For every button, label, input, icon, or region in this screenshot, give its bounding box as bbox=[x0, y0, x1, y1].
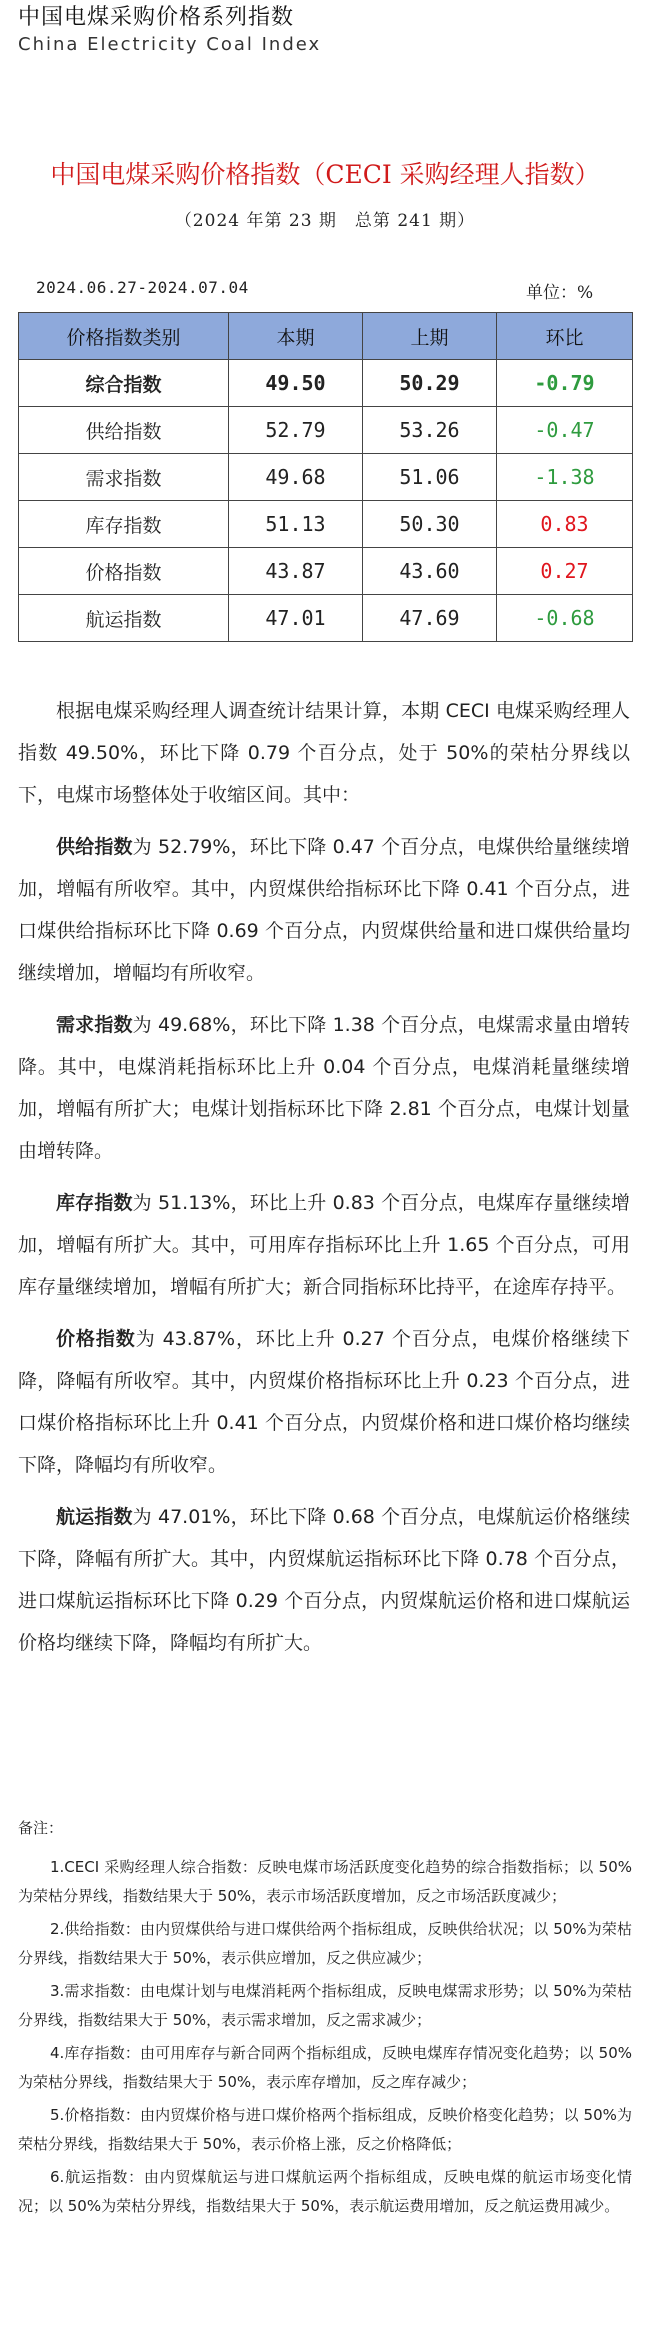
row-current-cell: 52.79 bbox=[229, 407, 363, 454]
analysis-paragraph bbox=[18, 1004, 630, 1172]
row-category-cell: 价格指数 bbox=[19, 548, 229, 595]
row-previous-cell: 47.69 bbox=[363, 595, 497, 642]
row-change-cell: 0.83 bbox=[497, 501, 633, 548]
table-row bbox=[19, 548, 633, 595]
row-change-cell: -0.79 bbox=[497, 360, 633, 407]
header-title: 中国电煤采购价格系列指数 bbox=[18, 5, 295, 30]
row-previous-cell: 50.29 bbox=[363, 360, 497, 407]
paragraph-lead: 价格指数 bbox=[56, 1328, 136, 1350]
paragraph-text: 为 52.79%，环比下降 0.47 个百分点，电煤供给量继续增加，增幅有所收窄。其中，内贸煤供给指标环比下降 0.41 个百分点，进口煤供给指标环比下降 0.69 个百分点，内贸煤供给量和进口煤供给量均继续增加，增幅均有所收窄。 bbox=[18, 836, 630, 984]
row-previous-cell: 53.26 bbox=[363, 407, 497, 454]
row-change-cell: 0.27 bbox=[497, 548, 633, 595]
row-category-cell: 航运指数 bbox=[19, 595, 229, 642]
analysis-text bbox=[18, 690, 630, 1674]
note-item: 1.CECI 采购经理人综合指数：反映电煤市场活跃度变化趋势的综合指数指标；以 50%为荣枯分界线，指数结果大于 50%，表示市场活跃度增加，反之市场活跃度减少； bbox=[18, 1858, 632, 1905]
paragraph-text: 为 51.13%，环比上升 0.83 个百分点，电煤库存量继续增加，增幅有所扩大。其中，可用库存指标环比上升 1.65 个百分点，可用库存量继续增加，增幅有所扩大；新合同指标环比持平，在途库存持平。 bbox=[18, 1192, 630, 1298]
analysis-paragraph bbox=[18, 1182, 630, 1308]
paragraph-lead: 航运指数 bbox=[56, 1506, 133, 1528]
paragraph-text: 为 47.01%，环比下降 0.68 个百分点，电煤航运价格继续下降，降幅有所扩大。其中，内贸煤航运指标环比下降 0.78 个百分点，进口煤航运指标环比下降 0.29 个百分点，内贸煤航运价格和进口煤航运价格均继续下降，降幅均有所扩大。 bbox=[18, 1506, 630, 1654]
row-category-cell: 供给指数 bbox=[19, 407, 229, 454]
row-current-cell: 49.68 bbox=[229, 454, 363, 501]
notes-heading: 备注： bbox=[18, 1819, 64, 1837]
paragraph-text: 为 43.87%，环比上升 0.27 个百分点，电煤价格继续下降，降幅有所收窄。其中，内贸煤价格指标环比上升 0.23 个百分点，进口煤价格指标环比上升 0.41 个百分点，内贸煤价格和进口煤价格均继续下降，降幅均有所收窄。 bbox=[18, 1328, 630, 1476]
row-change-cell: -0.68 bbox=[497, 595, 633, 642]
analysis-paragraph bbox=[18, 1496, 630, 1664]
date-range: 2024.06.27-2024.07.04 bbox=[36, 278, 249, 297]
note-item: 4.库存指数：由可用库存与新合同两个指标组成，反映电煤库存情况变化趋势；以 50%为荣枯分界线，指数结果大于 50%，表示库存增加，反之库存减少； bbox=[18, 2044, 632, 2091]
table-row bbox=[19, 595, 633, 642]
table-row bbox=[19, 407, 633, 454]
row-current-cell: 49.50 bbox=[229, 360, 363, 407]
row-change-cell: -1.38 bbox=[497, 454, 633, 501]
paragraph-text: 根据电煤采购经理人调查统计结果计算，本期 CECI 电煤采购经理人指数 49.50%，环比下降 0.79 个百分点，处于 50%的荣枯分界线以下，电煤市场整体处于收缩区间。其中： bbox=[18, 700, 630, 806]
table-row bbox=[19, 454, 633, 501]
row-category-cell: 需求指数 bbox=[19, 454, 229, 501]
row-previous-cell: 50.30 bbox=[363, 501, 497, 548]
row-previous-cell: 43.60 bbox=[363, 548, 497, 595]
note-item: 6.航运指数：由内贸煤航运与进口煤航运两个指标组成，反映电煤的航运市场变化情况；以 50%为荣枯分界线，指数结果大于 50%，表示航运费用增加，反之航运费用减少。 bbox=[18, 2168, 632, 2215]
col-header-change: 环比 bbox=[497, 313, 633, 360]
report-title: 中国电煤采购价格指数（CECI 采购经理人指数） bbox=[50, 160, 600, 189]
note-item: 5.价格指数：由内贸煤价格与进口煤价格两个指标组成，反映价格变化趋势；以 50%为荣枯分界线，指数结果大于 50%，表示价格上涨，反之价格降低； bbox=[18, 2106, 632, 2153]
paragraph-lead: 供给指数 bbox=[56, 836, 133, 858]
paragraph-text: 为 49.68%，环比下降 1.38 个百分点，电煤需求量由增转降。其中，电煤消耗指标环比上升 0.04 个百分点，电煤消耗量继续增加，增幅有所扩大；电煤计划指标环比下降 2.81 个百分点，电煤计划量由增转降。 bbox=[18, 1014, 630, 1162]
analysis-paragraph bbox=[18, 1318, 630, 1486]
analysis-paragraph bbox=[18, 690, 630, 816]
row-current-cell: 51.13 bbox=[229, 501, 363, 548]
row-current-cell: 47.01 bbox=[229, 595, 363, 642]
row-change-cell: -0.47 bbox=[497, 407, 633, 454]
row-category-cell: 库存指数 bbox=[19, 501, 229, 548]
header-subtitle: China Electricity Coal Index bbox=[18, 34, 322, 55]
row-current-cell: 43.87 bbox=[229, 548, 363, 595]
row-previous-cell: 51.06 bbox=[363, 454, 497, 501]
note-item: 2.供给指数：由内贸煤供给与进口煤供给两个指标组成，反映供给状况；以 50%为荣枯分界线，指数结果大于 50%，表示供应增加，反之供应减少； bbox=[18, 1920, 632, 1967]
col-header-category: 价格指数类别 bbox=[19, 313, 229, 360]
notes-section bbox=[18, 1814, 632, 2225]
table-row bbox=[19, 501, 633, 548]
paragraph-lead: 需求指数 bbox=[56, 1014, 133, 1036]
row-category-cell: 综合指数 bbox=[19, 360, 229, 407]
note-item: 3.需求指数：由电煤计划与电煤消耗两个指标组成，反映电煤需求形势；以 50%为荣枯分界线，指数结果大于 50%，表示需求增加，反之需求减少； bbox=[18, 1982, 632, 2029]
col-header-previous: 上期 bbox=[363, 313, 497, 360]
analysis-paragraph bbox=[18, 826, 630, 994]
unit-label: 单位：% bbox=[526, 283, 594, 303]
paragraph-lead: 库存指数 bbox=[56, 1192, 133, 1214]
index-table bbox=[18, 312, 633, 642]
table-header-row bbox=[19, 313, 633, 360]
table-row bbox=[19, 360, 633, 407]
report-issue: （2024 年第 23 期 总第 241 期） bbox=[174, 211, 476, 231]
col-header-current: 本期 bbox=[229, 313, 363, 360]
